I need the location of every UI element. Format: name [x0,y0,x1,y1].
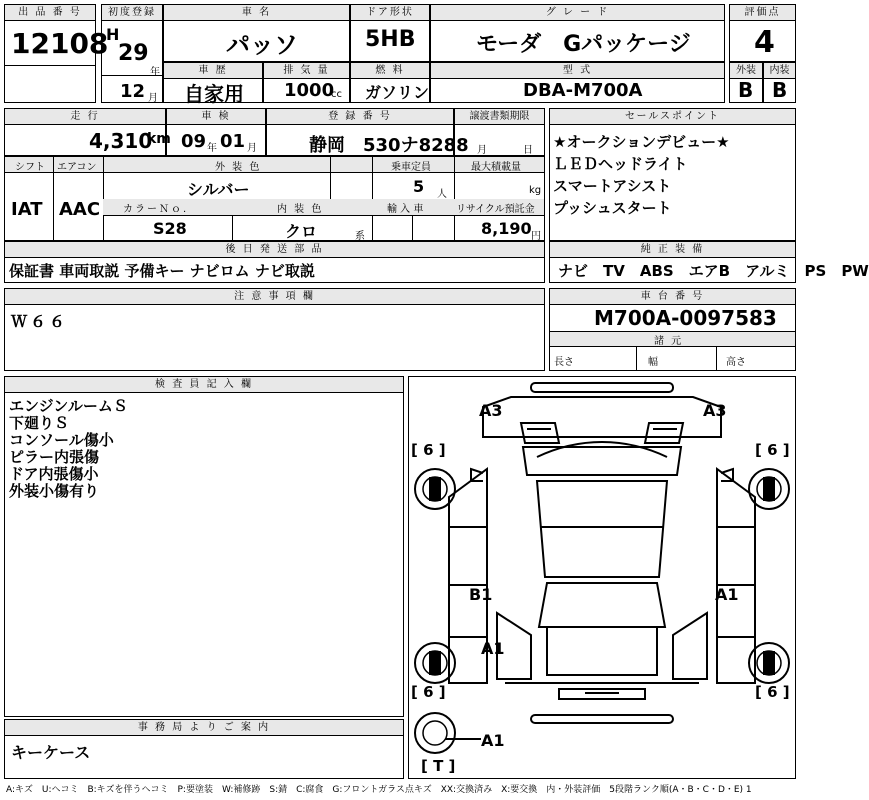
capacity-label: 乗車定員 [391,162,431,173]
transfer-month: 月 [477,145,487,156]
sales-point-3: スマートアシスト [553,177,672,195]
fuel-box [350,62,430,103]
displacement-label: 排 気 量 [264,63,349,79]
inspector-note-5: ドア内張傷小 [9,465,99,483]
door-label: ドア形状 [351,5,429,21]
year-unit: 年 [150,67,160,78]
month-unit: 月 [148,93,158,104]
int-score: B [772,78,788,102]
genuine-equipment: ナビ TV ABS エアB アルミ PS PW [558,262,869,280]
aircon: AAC [59,199,101,220]
color-no: S28 [153,219,187,238]
ext-score: B [738,78,754,102]
inspector-note-4: ピラー内張傷 [9,448,100,466]
mark-a1-left: A1 [481,639,505,658]
mileage: 4,310 [89,129,153,153]
fuel: ガソリン [365,83,430,102]
height-label: 高さ [726,357,746,368]
score-label: 評価点 [730,5,795,21]
recycle-fee: 8,190 [481,219,532,238]
lot-number-label: 出 品 番 号 [5,5,95,21]
specs-label: 諸 元 [654,336,684,347]
model: DBA-M700A [523,80,643,101]
registration-number-box [266,108,469,156]
office-label: 事 務 局 よ り ご 案 内 [5,720,403,736]
mark-tire-rr: [ 6 ] [755,683,790,701]
mark-tire-rl: [ 6 ] [411,683,446,701]
int-color: クロ [285,222,318,241]
sales-point-box [549,108,796,241]
inspector-note-2: 下廻りＳ [9,414,70,432]
grade: モーダ Gパッケージ [476,32,691,57]
later-parts-box [4,241,545,283]
km-unit: km [147,131,171,147]
notes: Ｗ６６ [11,312,69,331]
registration-number: 静岡 530ナ8288 [309,135,469,156]
registration-year: 29 [118,41,149,66]
chassis-label: 車 台 番 号 [550,289,795,305]
grade-box [430,4,725,62]
first-registration-label: 初度登録 [102,5,162,21]
int-score-box [763,62,796,103]
yen-unit: 円 [531,231,541,242]
car-name: パッソ [226,31,298,59]
chassis-box [549,288,796,371]
era: H [106,25,120,44]
int-color-label: 内 装 色 [277,204,324,215]
first-registration-box [101,4,163,103]
mark-a1-bottom: A1 [481,731,505,750]
sales-point-2: ＬＥＤヘッドライト [553,155,688,173]
inspection-year: 09 [181,131,207,152]
notes-box [4,288,545,371]
notes-label: 注 意 事 項 欄 [5,289,544,305]
max-load-label: 最大積載量 [471,162,521,173]
mark-b1: B1 [469,585,493,604]
length-label: 長さ [554,357,574,368]
inspection-year-unit: 年 [207,143,217,154]
transfer-day: 日 [523,145,533,156]
grade-label: グ レ ー ド [431,5,724,21]
mark-a3-right: A3 [703,401,727,420]
mark-a3-left: A3 [479,401,503,420]
registration-number-label: 登 録 番 号 [267,109,453,125]
model-box [430,62,725,103]
displacement: 1000 [284,80,335,101]
transfer-label: 譲渡書類期限 [455,109,544,125]
later-parts: 保証書 車両取説 予備キー ナビロム ナビ取説 [9,262,315,280]
score: 4 [754,25,775,60]
inspector-note-6: 外装小傷有り [9,482,100,500]
inspector-label: 検 査 員 記 入 欄 [5,377,403,393]
import-label: 輸 入 車 [387,204,424,215]
door-box [350,4,430,62]
chassis-number: M700A-0097583 [594,306,777,330]
int-score-label: 内装 [764,63,795,79]
ext-score-label: 外装 [730,63,762,79]
vehicle-spec-box [4,156,545,241]
series-unit: 系 [355,231,365,242]
ext-score-box [729,62,763,103]
mileage-label: 走 行 [5,109,165,125]
score-box [729,4,796,62]
car-diagram [408,376,796,779]
transfer-box [454,108,545,156]
inspector-note-3: コンソール傷小 [9,431,114,449]
sales-point-4: プッシュスタート [553,199,672,217]
aircon-label: エアコン [57,162,97,173]
sales-point-1: ★オークションデビュー★ [553,133,730,151]
office-note: キーケース [11,743,91,762]
mark-a1-right: A1 [715,585,739,604]
car-name-label: 車 名 [164,5,349,21]
shift-label: シフト [15,162,45,173]
inspection-box [166,108,266,156]
inspection-label: 車 検 [167,109,265,125]
registration-month: 12 [120,81,146,102]
inspection-month-unit: 月 [247,143,257,154]
mileage-box [4,108,171,156]
genuine-equipment-box [549,241,869,283]
person-unit: 人 [437,189,447,200]
capacity: 5 [413,177,425,196]
sales-point-label: セールスポイント [550,109,795,125]
recycle-label: リサイクル預託金 [456,204,535,215]
legend: A:キズ U:ヘコミ B:キズを伴うヘコミ P:要塗装 W:補修跡 S:錆 C:腐食 G:フロントガラス点キズ XX:交換済み X:要交換 内・外装評価 5段階ランク順(A・B・C・D・E) 1 [6,785,752,795]
car-outline [409,377,795,778]
width-label: 幅 [648,357,658,368]
ext-color: シルバー [187,180,250,199]
later-parts-label: 後 日 発 送 部 品 [5,242,544,258]
inspection-month: 01 [220,131,246,152]
shift: IAT [11,199,43,220]
car-name-box [163,4,350,62]
history-box [163,62,263,106]
inspector-note-1: エンジンルームＳ [9,397,128,415]
genuine-equipment-label: 純 正 装 備 [550,242,795,258]
ext-color-label: 外 装 色 [215,162,262,173]
history: 自家用 [184,82,244,106]
lot-number-box [4,4,109,103]
inspector-box [4,376,404,717]
cc-unit: cc [331,89,342,100]
mark-tire-fr: [ 6 ] [755,441,790,459]
kg-unit: kg [529,185,542,196]
history-label: 車 歴 [164,63,262,79]
color-no-label: カラーＮｏ. [123,204,189,215]
lot-number: 12108 [11,27,109,60]
fuel-label: 燃 料 [351,63,429,79]
displacement-box [263,62,350,103]
mark-tire-fl: [ 6 ] [411,441,446,459]
door-type: 5HB [365,27,416,52]
mark-spare: [ T ] [421,757,456,775]
office-box [4,719,404,779]
model-label: 型 式 [431,63,724,79]
